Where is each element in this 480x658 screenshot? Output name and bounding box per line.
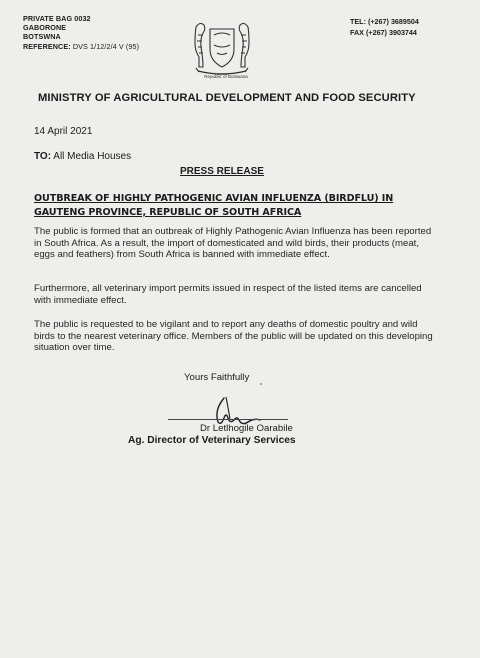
closing-salutation: Yours Faithfully	[184, 372, 250, 383]
letter-date: 14 April 2021	[34, 126, 93, 137]
paper-speck	[260, 383, 262, 385]
crest-caption: Republic of Botswana	[204, 74, 248, 79]
reference-value: DVS 1/12/2/4 V (95)	[72, 41, 140, 51]
document-type: PRESS RELEASE	[180, 166, 264, 177]
body-paragraph: Furthermore, all veterinary import permits issued in respect of the listed items are cancelled with immediate effect.	[34, 283, 422, 306]
postal-address	[23, 14, 139, 51]
telephone-number: TEL: (+267) 3689504	[350, 17, 419, 26]
contact-details	[350, 16, 419, 38]
headline: OUTBREAK OF HIGHLY PATHOGENIC AVIAN INFLUENZA (BIRDFLU) IN GAUTENG PROVINCE, REPUBLIC OF SOUTH AFRICA	[34, 193, 394, 218]
recipient-value: All Media Houses	[53, 151, 132, 162]
address-line: PRIVATE BAG 0032	[23, 14, 91, 23]
coat-of-arms-icon	[188, 15, 256, 83]
reference-line	[23, 42, 139, 51]
body-paragraph: The public is formed that an outbreak of Highly Pathogenic Avian Influenza has been reported in South Africa. As a result, the import of domesticated and wild birds, their products (meat, eggs and feathers) from South Africa is banned with immediate effect.	[34, 226, 432, 261]
recipient-label: TO:	[34, 151, 52, 162]
signature-line	[168, 419, 288, 420]
signer-name: Dr Letlhogile Oarabile	[200, 423, 293, 434]
address-line: GABORONE	[23, 23, 67, 33]
recipient-line	[34, 151, 131, 162]
reference-label: REFERENCE:	[23, 41, 71, 51]
ministry-name: MINISTRY OF AGRICULTURAL DEVELOPMENT AND FOOD SECURITY	[38, 92, 416, 104]
body-paragraph: The public is requested to be vigilant and to report any deaths of domestic poultry and wild birds to the nearest veterinary office. Members of the public will be updated on this developing situation over time.	[34, 319, 433, 354]
signer-title: Ag. Director of Veterinary Services	[128, 435, 296, 446]
fax-number: FAX (+267) 3903744	[350, 28, 417, 37]
address-line: BOTSWNA	[23, 32, 61, 42]
